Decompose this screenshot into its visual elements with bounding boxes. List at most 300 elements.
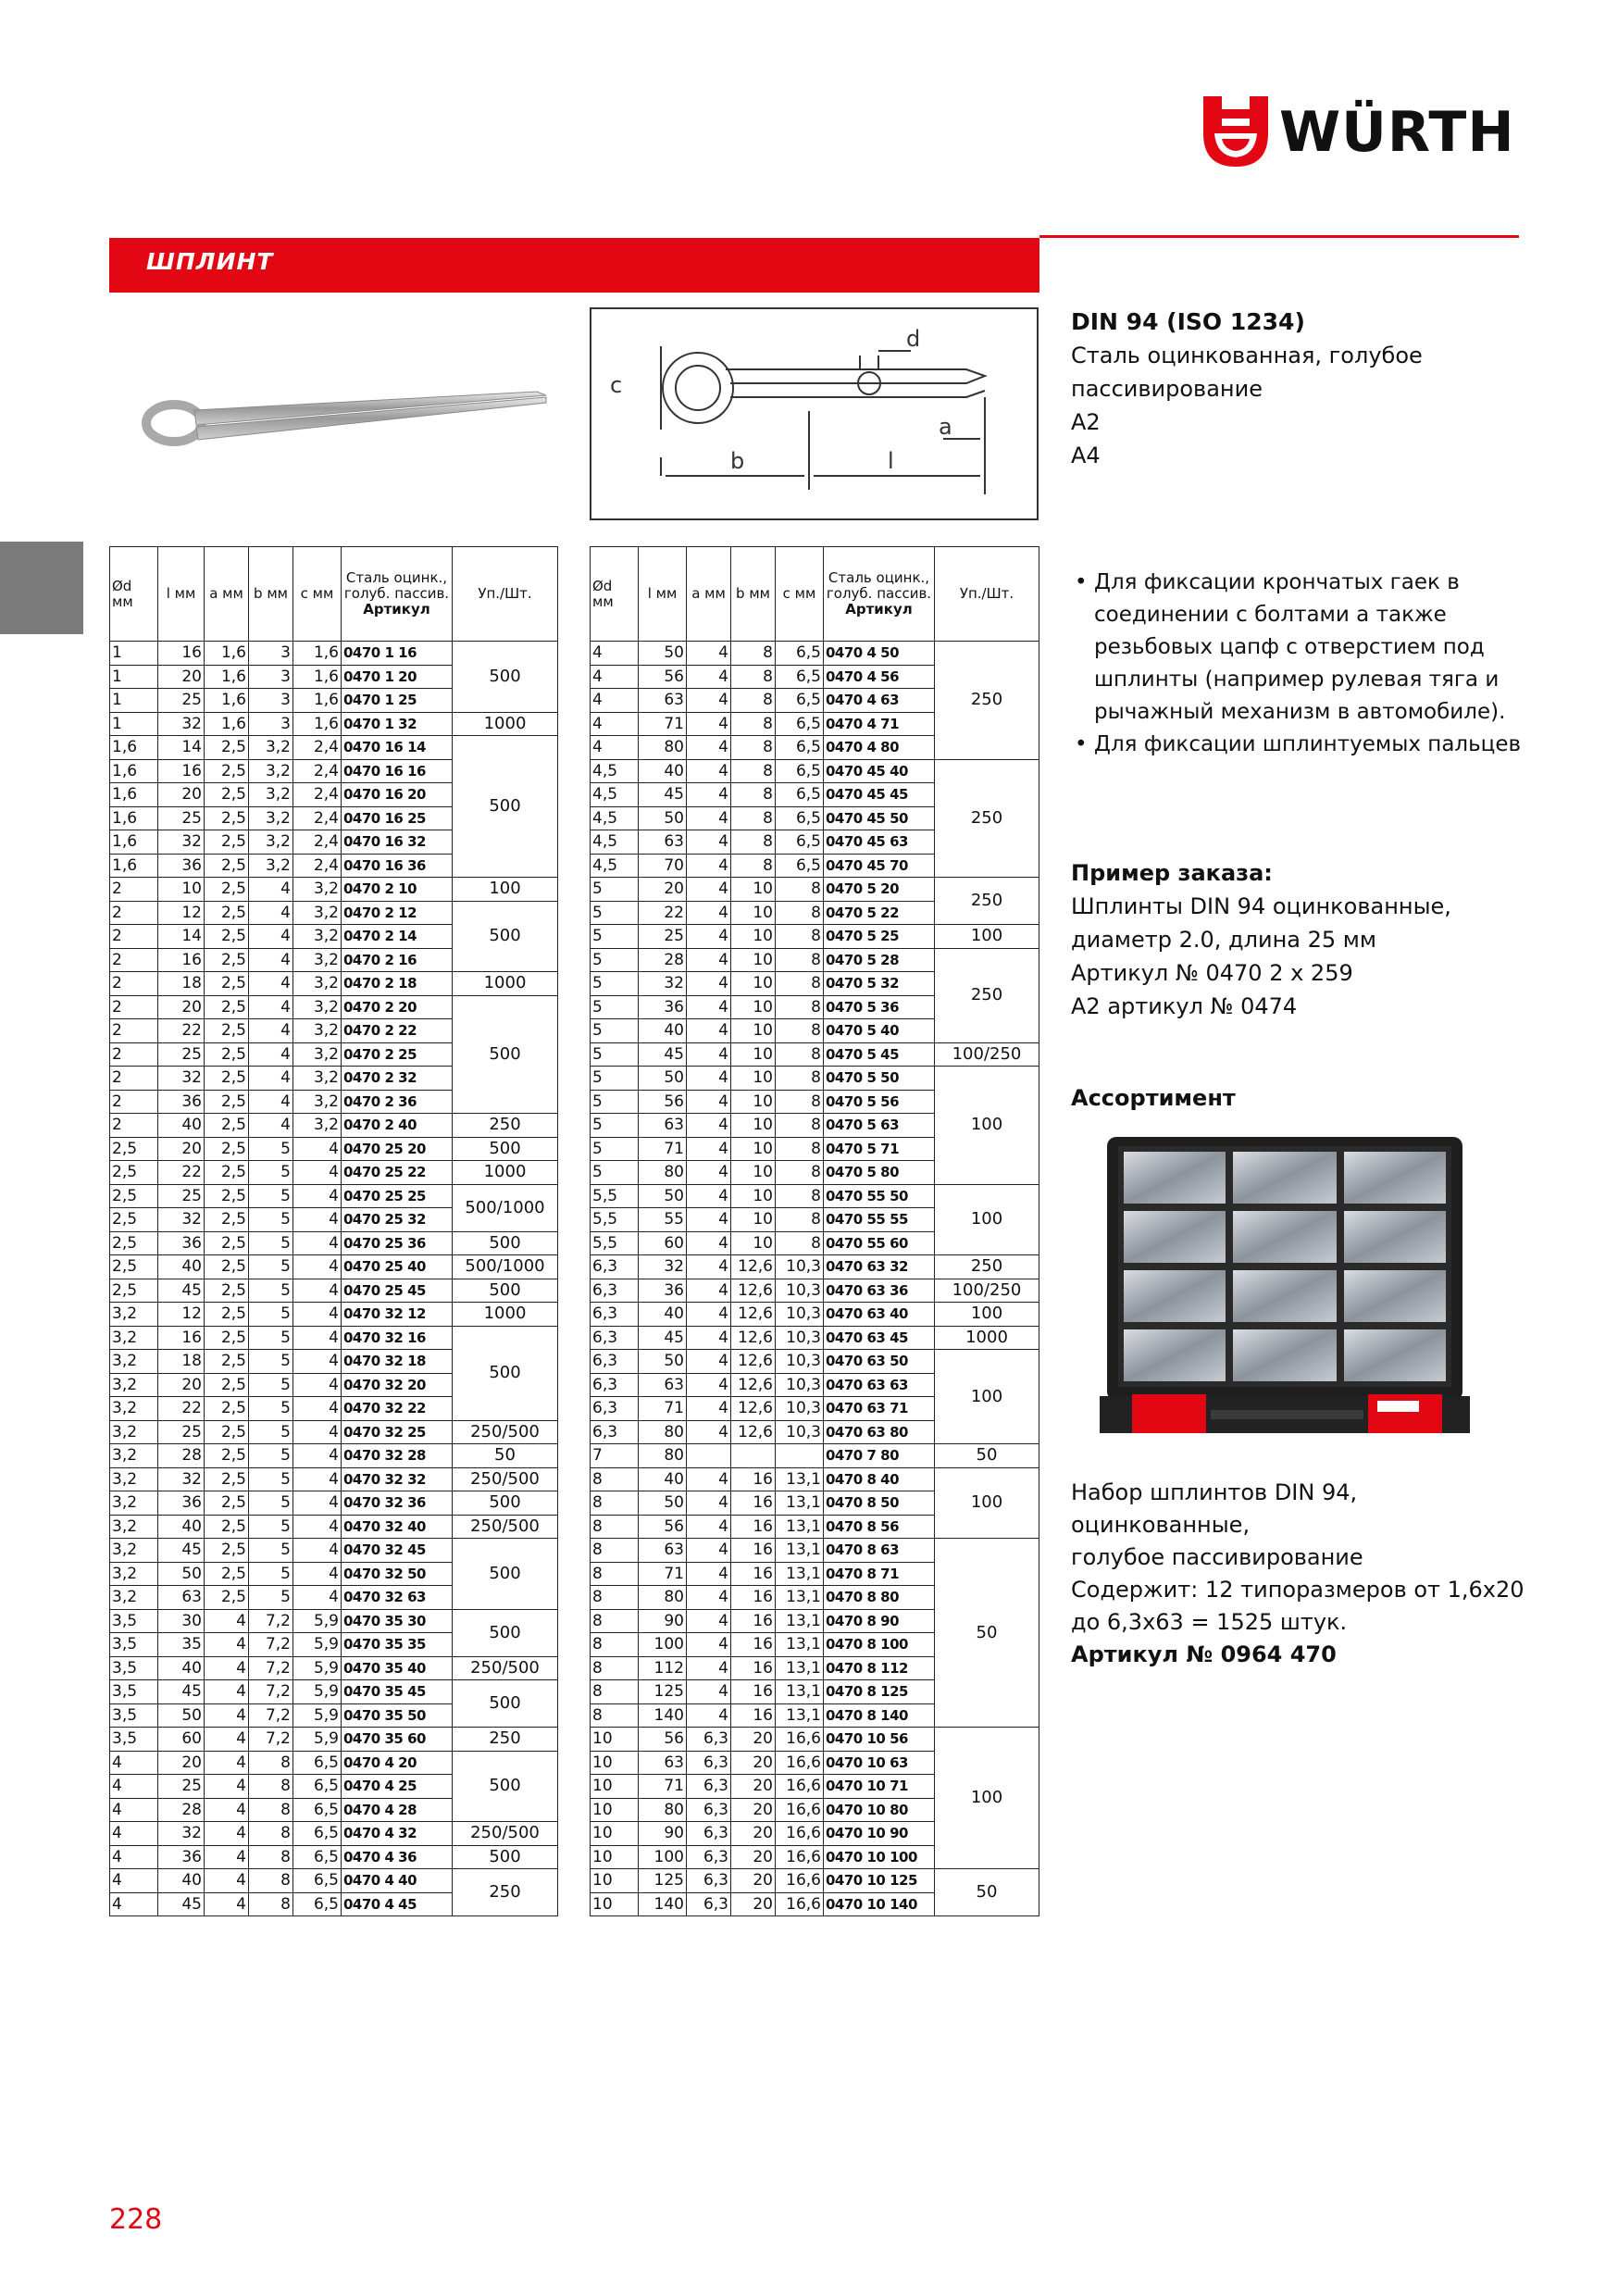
cell-b: 8: [731, 783, 776, 807]
cell-a: 2,5: [205, 1539, 249, 1563]
cell-c: 16,6: [776, 1798, 824, 1822]
cell-article: 0470 63 63: [824, 1373, 935, 1397]
cell-article: 0470 8 71: [824, 1562, 935, 1586]
cell-b: 7,2: [249, 1633, 293, 1657]
cell-a: 4: [687, 1326, 731, 1350]
cell-c: 3,2: [293, 901, 342, 925]
cell-b: 7,2: [249, 1703, 293, 1728]
cell-d: 6,3: [591, 1397, 639, 1421]
cell-article: 0470 63 45: [824, 1326, 935, 1350]
cell-l: 63: [639, 1751, 687, 1775]
cell-c: 6,5: [776, 830, 824, 855]
cell-article: 0470 16 36: [342, 854, 453, 878]
cell-a: 1,6: [205, 689, 249, 713]
cell-a: 2,5: [205, 1042, 249, 1067]
cell-a: 1,6: [205, 642, 249, 666]
cell-d: 10: [591, 1869, 639, 1893]
cell-pack: 1000: [453, 1303, 558, 1327]
cell-a: 2,5: [205, 1350, 249, 1374]
cell-article: 0470 2 32: [342, 1067, 453, 1091]
cell-a: 4: [687, 1373, 731, 1397]
cell-d: 8: [591, 1539, 639, 1563]
cell-l: 80: [639, 1161, 687, 1185]
cell-a: 6,3: [687, 1728, 731, 1752]
cell-l: 60: [158, 1728, 205, 1752]
cell-article: 0470 35 40: [342, 1656, 453, 1680]
cell-b: 8: [731, 830, 776, 855]
cell-b: 10: [731, 1231, 776, 1255]
cell-l: 14: [158, 925, 205, 949]
cell-l: 32: [158, 1467, 205, 1491]
table-row: [591, 1279, 1039, 1303]
cell-c: 2,4: [293, 783, 342, 807]
cell-b: 16: [731, 1515, 776, 1539]
cell-b: 16: [731, 1703, 776, 1728]
cell-d: 1,6: [110, 806, 158, 830]
cell-article: 0470 63 71: [824, 1397, 935, 1421]
cell-article: 0470 25 22: [342, 1161, 453, 1185]
cell-article: 0470 16 25: [342, 806, 453, 830]
cell-d: 1: [110, 665, 158, 689]
cell-b: 5: [249, 1208, 293, 1232]
cell-d: 1,6: [110, 759, 158, 783]
cell-article: 0470 5 50: [824, 1067, 935, 1091]
cell-pack: 100: [453, 878, 558, 902]
cell-b: 16: [731, 1491, 776, 1516]
cell-d: 5: [591, 1137, 639, 1161]
cell-a: 2,5: [205, 1255, 249, 1279]
cell-b: 5: [249, 1326, 293, 1350]
cell-l: 60: [639, 1231, 687, 1255]
cell-d: 4,5: [591, 759, 639, 783]
cell-l: 56: [639, 1728, 687, 1752]
cell-b: 12,6: [731, 1279, 776, 1303]
cell-l: 14: [158, 736, 205, 760]
cell-b: 5: [249, 1562, 293, 1586]
cell-article: 0470 45 70: [824, 854, 935, 878]
cell-d: 2,5: [110, 1184, 158, 1208]
cell-b: 8: [731, 689, 776, 713]
cell-article: 0470 35 60: [342, 1728, 453, 1752]
col-header-pack: Уп./Шт.: [453, 547, 558, 642]
cell-b: 4: [249, 948, 293, 972]
cell-c: 8: [776, 995, 824, 1019]
cell-a: 2,5: [205, 878, 249, 902]
cell-a: 4: [205, 1869, 249, 1893]
cell-pack: 500: [453, 1680, 558, 1728]
cell-b: 16: [731, 1680, 776, 1704]
cell-b: 3,2: [249, 830, 293, 855]
cell-a: 4: [205, 1822, 249, 1846]
cell-c: 10,3: [776, 1279, 824, 1303]
cell-d: 1,6: [110, 854, 158, 878]
page-number: 228: [109, 2203, 163, 2236]
cell-l: 50: [639, 1350, 687, 1374]
table-row: [591, 1350, 1039, 1374]
table-row: [110, 1751, 558, 1775]
cell-l: 32: [158, 1208, 205, 1232]
cell-b: 10: [731, 948, 776, 972]
table-row: [591, 1539, 1039, 1563]
cell-article: 0470 2 14: [342, 925, 453, 949]
table-row: [591, 1042, 1039, 1067]
cell-l: 40: [158, 1515, 205, 1539]
cell-b: 8: [731, 806, 776, 830]
cell-c: 4: [293, 1397, 342, 1421]
cell-pack: 50: [935, 1539, 1039, 1728]
cell-a: 6,3: [687, 1751, 731, 1775]
table-row: [110, 1255, 558, 1279]
cell-d: 2: [110, 925, 158, 949]
cell-c: 6,5: [776, 642, 824, 666]
cell-l: 30: [158, 1609, 205, 1633]
cell-l: 25: [639, 925, 687, 949]
cell-a: 2,5: [205, 1491, 249, 1516]
cell-article: 0470 5 63: [824, 1114, 935, 1138]
cell-c: 8: [776, 925, 824, 949]
cell-b: 8: [731, 759, 776, 783]
cell-l: 80: [639, 736, 687, 760]
cell-d: 3,2: [110, 1420, 158, 1444]
cell-d: 4: [110, 1822, 158, 1846]
cell-d: 3,2: [110, 1373, 158, 1397]
col-header-article-label: Сталь оцинк., голуб. пассив.: [826, 569, 932, 602]
cell-b: 3,2: [249, 759, 293, 783]
cell-l: 71: [639, 712, 687, 736]
cell-b: 8: [731, 736, 776, 760]
cell-d: 5: [591, 1161, 639, 1185]
cell-pack: 500/1000: [453, 1255, 558, 1279]
cell-b: 4: [249, 925, 293, 949]
wurth-logo-mark: [1203, 96, 1268, 167]
cell-a: 6,3: [687, 1892, 731, 1916]
cell-l: 25: [158, 1420, 205, 1444]
cell-article: 0470 45 40: [824, 759, 935, 783]
cell-d: 4: [591, 689, 639, 713]
cell-c: 8: [776, 1090, 824, 1114]
cell-c: 4: [293, 1303, 342, 1327]
cell-b: 5: [249, 1279, 293, 1303]
cell-a: 4: [687, 1184, 731, 1208]
cell-a: 4: [687, 1703, 731, 1728]
cell-c: 13,1: [776, 1539, 824, 1563]
table-row: [591, 1728, 1039, 1752]
cell-c: 8: [776, 901, 824, 925]
cell-l: 36: [158, 854, 205, 878]
cell-a: 2,5: [205, 736, 249, 760]
cell-c: 4: [293, 1562, 342, 1586]
table-row: [110, 1326, 558, 1350]
cell-c: 8: [776, 1184, 824, 1208]
cell-article: 0470 63 32: [824, 1255, 935, 1279]
cell-l: 22: [158, 1019, 205, 1043]
cell-pack: 250/500: [453, 1420, 558, 1444]
cell-b: 20: [731, 1751, 776, 1775]
cell-c: 4: [293, 1444, 342, 1468]
table-row: [591, 878, 1039, 902]
cell-l: 28: [158, 1444, 205, 1468]
cell-c: 3,2: [293, 1067, 342, 1091]
assortment-line: Содержит: 12 типоразмеров от 1,6х20: [1071, 1577, 1525, 1603]
cell-pack: 500: [453, 1231, 558, 1255]
cell-c: 4: [293, 1161, 342, 1185]
table-row: [591, 1869, 1039, 1893]
cell-article: 0470 8 56: [824, 1515, 935, 1539]
cell-l: 36: [158, 1491, 205, 1516]
cell-pack: 250: [453, 1728, 558, 1752]
drawing-label-c: c: [610, 372, 623, 398]
cell-c: 4: [293, 1326, 342, 1350]
cell-l: 71: [639, 1562, 687, 1586]
col-header-article-sub: Артикул: [363, 601, 430, 618]
cell-pack: 250: [935, 948, 1039, 1042]
cell-l: 56: [639, 1090, 687, 1114]
cell-d: 6,3: [591, 1279, 639, 1303]
cell-a: 2,5: [205, 759, 249, 783]
cell-a: 2,5: [205, 1373, 249, 1397]
cell-a: 2,5: [205, 1208, 249, 1232]
cell-pack: 250/500: [453, 1656, 558, 1680]
cell-b: 10: [731, 901, 776, 925]
spec-table-left: [109, 546, 558, 1916]
cell-b: 8: [731, 642, 776, 666]
col-header-d: Ød мм: [591, 547, 639, 642]
cell-pack: 250: [453, 1114, 558, 1138]
cell-c: 3,2: [293, 925, 342, 949]
cell-a: 4: [687, 1161, 731, 1185]
cell-l: 63: [639, 1539, 687, 1563]
table-row: [591, 759, 1039, 783]
assortment-article: Артикул № 0964 470: [1071, 1641, 1337, 1667]
cell-a: 2,5: [205, 1067, 249, 1091]
cell-c: 13,1: [776, 1562, 824, 1586]
cell-a: 4: [205, 1845, 249, 1869]
cell-b: 7,2: [249, 1656, 293, 1680]
cell-c: 13,1: [776, 1515, 824, 1539]
cell-c: 6,5: [293, 1798, 342, 1822]
cell-l: 125: [639, 1869, 687, 1893]
cell-a: 4: [687, 1019, 731, 1043]
cell-article: 0470 45 63: [824, 830, 935, 855]
cell-article: 0470 8 140: [824, 1703, 935, 1728]
usage-item: • Для фиксации крончатых гаек в соединении с болтами а также резьбовых цапф с отверстием под шплинты (например рулевая тяга и рычажный механизм в автомобиле).: [1071, 567, 1534, 729]
cell-b: 20: [731, 1845, 776, 1869]
order-example-line: диаметр 2.0, длина 25 мм: [1071, 927, 1376, 953]
cell-d: 3,5: [110, 1656, 158, 1680]
usage-list: [1071, 567, 1534, 761]
cell-l: 40: [158, 1114, 205, 1138]
cell-a: 2,5: [205, 783, 249, 807]
col-header-article: [824, 547, 935, 642]
cell-l: 18: [158, 1350, 205, 1374]
cell-a: 2,5: [205, 1562, 249, 1586]
cell-pack: 250/500: [453, 1515, 558, 1539]
cell-article: 0470 4 50: [824, 642, 935, 666]
cell-c: 13,1: [776, 1467, 824, 1491]
cell-article: 0470 1 32: [342, 712, 453, 736]
cell-a: 2,5: [205, 1161, 249, 1185]
cell-article: 0470 63 50: [824, 1350, 935, 1374]
cell-article: 0470 32 25: [342, 1420, 453, 1444]
cell-d: 10: [591, 1775, 639, 1799]
cell-a: [687, 1444, 731, 1468]
cell-d: 4: [591, 665, 639, 689]
cell-article: 0470 8 40: [824, 1467, 935, 1491]
cell-article: 0470 35 30: [342, 1609, 453, 1633]
cell-c: 4: [293, 1586, 342, 1610]
cell-pack: 100: [935, 1303, 1039, 1327]
cell-l: 45: [158, 1539, 205, 1563]
cell-c: 4: [293, 1255, 342, 1279]
cell-l: 32: [158, 1067, 205, 1091]
cell-article: 0470 25 40: [342, 1255, 453, 1279]
cell-d: 3,2: [110, 1491, 158, 1516]
cell-a: 4: [205, 1728, 249, 1752]
cell-article: 0470 10 56: [824, 1728, 935, 1752]
cell-l: 22: [158, 1161, 205, 1185]
cell-d: 8: [591, 1562, 639, 1586]
cell-article: 0470 1 25: [342, 689, 453, 713]
cell-c: 6,5: [776, 736, 824, 760]
cell-pack: 50: [453, 1444, 558, 1468]
cell-article: 0470 4 45: [342, 1892, 453, 1916]
cell-l: 112: [639, 1656, 687, 1680]
cell-c: 4: [293, 1231, 342, 1255]
cell-c: 2,4: [293, 806, 342, 830]
cell-c: 4: [293, 1208, 342, 1232]
cell-c: 8: [776, 1019, 824, 1043]
cell-c: 8: [776, 972, 824, 996]
cell-pack: 500: [453, 1491, 558, 1516]
cell-pack: 500: [453, 1609, 558, 1656]
cell-b: 3,2: [249, 736, 293, 760]
spec-block: [1071, 306, 1423, 472]
cell-c: 6,5: [776, 783, 824, 807]
cell-b: 7,2: [249, 1680, 293, 1704]
spec-table-right: [590, 546, 1039, 1916]
cell-pack: 500: [453, 736, 558, 878]
cell-article: 0470 8 100: [824, 1633, 935, 1657]
cell-b: 5: [249, 1444, 293, 1468]
cell-l: 140: [639, 1703, 687, 1728]
table-row: [110, 1161, 558, 1185]
cell-d: 10: [591, 1822, 639, 1846]
cell-l: 45: [639, 783, 687, 807]
cell-b: 20: [731, 1869, 776, 1893]
cell-a: 4: [687, 783, 731, 807]
cell-b: 3,2: [249, 783, 293, 807]
cell-a: 4: [205, 1798, 249, 1822]
cell-a: 2,5: [205, 854, 249, 878]
cell-l: 36: [639, 1279, 687, 1303]
cell-d: 3,2: [110, 1539, 158, 1563]
cell-d: 2,5: [110, 1161, 158, 1185]
cell-a: 4: [687, 642, 731, 666]
cell-pack: 250: [935, 759, 1039, 878]
table-row: [110, 1420, 558, 1444]
cell-article: 0470 10 100: [824, 1845, 935, 1869]
cell-article: 0470 25 45: [342, 1279, 453, 1303]
cell-article: 0470 63 40: [824, 1303, 935, 1327]
cell-c: 13,1: [776, 1633, 824, 1657]
cell-b: 8: [249, 1751, 293, 1775]
cell-b: [731, 1444, 776, 1468]
cell-a: 4: [687, 1090, 731, 1114]
assortment-line: голубое пассивирование: [1071, 1544, 1363, 1570]
table-row: [591, 1467, 1039, 1491]
cell-d: 4: [591, 642, 639, 666]
cell-a: 4: [687, 1609, 731, 1633]
cell-a: 4: [687, 1231, 731, 1255]
cell-article: 0470 55 55: [824, 1208, 935, 1232]
cell-c: 4: [293, 1467, 342, 1491]
cell-c: 8: [776, 1042, 824, 1067]
col-header-article-label: Сталь оцинк., голуб. пассив.: [343, 569, 450, 602]
cell-c: 8: [776, 1137, 824, 1161]
cell-b: 16: [731, 1609, 776, 1633]
cell-l: 50: [639, 1491, 687, 1516]
col-header-l: l мм: [158, 547, 205, 642]
cell-d: 6,3: [591, 1350, 639, 1374]
cell-l: 36: [158, 1231, 205, 1255]
cell-b: 20: [731, 1728, 776, 1752]
cell-l: 25: [158, 1042, 205, 1067]
cell-c: 10,3: [776, 1303, 824, 1327]
cell-pack: 100: [935, 925, 1039, 949]
cell-b: 8: [731, 665, 776, 689]
cell-article: 0470 10 90: [824, 1822, 935, 1846]
cell-a: 4: [687, 878, 731, 902]
cell-c: 8: [776, 878, 824, 902]
cell-c: 2,4: [293, 830, 342, 855]
cell-article: 0470 32 18: [342, 1350, 453, 1374]
cell-b: 7,2: [249, 1728, 293, 1752]
cell-c: 6,5: [776, 712, 824, 736]
col-header-pack: Уп./Шт.: [935, 547, 1039, 642]
cell-d: 8: [591, 1703, 639, 1728]
cell-l: 71: [639, 1397, 687, 1421]
cell-c: 5,9: [293, 1609, 342, 1633]
cell-b: 16: [731, 1467, 776, 1491]
cell-d: 8: [591, 1586, 639, 1610]
col-header-b: b мм: [731, 547, 776, 642]
cell-c: 13,1: [776, 1609, 824, 1633]
cell-article: 0470 32 22: [342, 1397, 453, 1421]
cell-d: 3,5: [110, 1680, 158, 1704]
cell-article: 0470 2 25: [342, 1042, 453, 1067]
cell-c: 16,6: [776, 1869, 824, 1893]
cell-article: 0470 32 63: [342, 1586, 453, 1610]
table-row: [110, 1869, 558, 1893]
table-row: [110, 1303, 558, 1327]
cell-c: 2,4: [293, 759, 342, 783]
drawing-label-b: b: [730, 448, 745, 474]
table-row: [110, 1279, 558, 1303]
table-row: [591, 642, 1039, 666]
cell-d: 5: [591, 1067, 639, 1091]
cell-a: 4: [687, 854, 731, 878]
cell-article: 0470 5 20: [824, 878, 935, 902]
cell-article: 0470 16 16: [342, 759, 453, 783]
table-row: [110, 1467, 558, 1491]
cell-a: 4: [687, 759, 731, 783]
drawing-label-a: a: [939, 414, 952, 440]
cell-d: 3,2: [110, 1350, 158, 1374]
cell-l: 50: [158, 1703, 205, 1728]
cell-l: 16: [158, 1326, 205, 1350]
cell-c: 6,5: [776, 665, 824, 689]
cell-a: 2,5: [205, 1444, 249, 1468]
